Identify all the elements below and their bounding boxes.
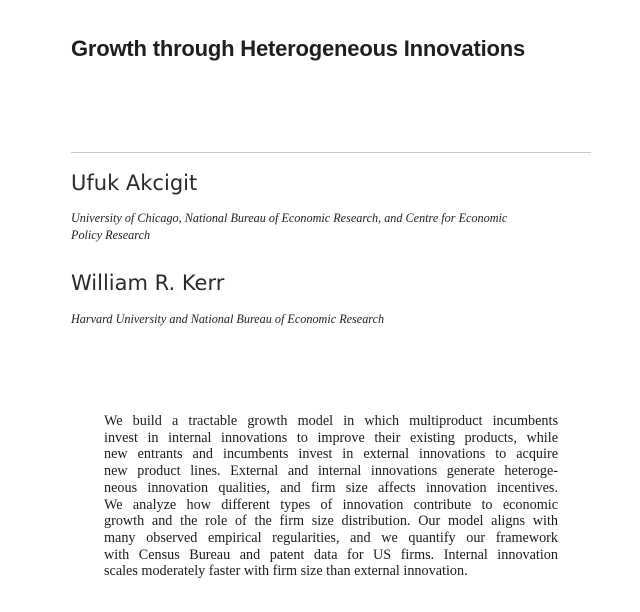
abstract-line: We analyze how different types of innovation contribute to economic: [104, 496, 558, 513]
abstract-line: neous innovation qualities, and firm size affects innovation incentives.: [104, 479, 558, 496]
abstract-line: growth and the role of the firm size distribution. Our model aligns with: [104, 513, 558, 530]
abstract-line: We build a tractable growth model in which multiproduct incumbents: [104, 413, 558, 429]
author-name: William R. Kerr: [71, 271, 225, 295]
author-affiliation: [71, 210, 507, 244]
author-name: Ufuk Akcigit: [71, 171, 198, 195]
affiliation-line: University of Chicago, National Bureau of Economic Research, and Centre for Economic: [71, 211, 508, 225]
abstract-line: new product lines. External and internal innovations generate heteroge-: [104, 463, 558, 480]
title-divider: [71, 152, 591, 153]
abstract-line: scales moderately faster with firm size than external innovation.: [104, 563, 468, 580]
affiliation-line: Policy Research: [71, 228, 151, 242]
paper-title: Growth through Heterogeneous Innovations: [71, 36, 526, 61]
abstract-line: many observed empirical regularities, and we quantify our framework: [104, 529, 558, 546]
abstract-line: invest in internal innovations to improve their existing products, while: [104, 429, 558, 446]
abstract-line: new entrants and incumbents invest in external innovations to acquire: [104, 446, 558, 463]
abstract-line: with Census Bureau and patent data for US firms. Internal innovation: [104, 546, 558, 563]
author-affiliation: [71, 311, 384, 328]
affiliation-line: Harvard University and National Bureau of Economic Research: [71, 312, 385, 326]
abstract: [104, 413, 558, 580]
